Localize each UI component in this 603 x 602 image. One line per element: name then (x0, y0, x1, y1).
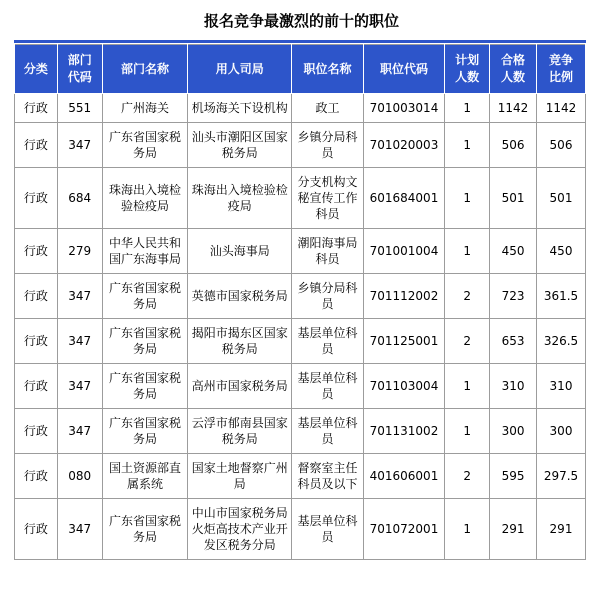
table-cell: 行政 (15, 454, 58, 499)
table-cell: 政工 (292, 94, 363, 123)
table-cell: 1 (445, 409, 490, 454)
table-cell: 450 (490, 229, 537, 274)
table-cell: 701125001 (363, 319, 445, 364)
table-cell: 广东省国家税务局 (102, 123, 188, 168)
table-cell: 1 (445, 229, 490, 274)
table-cell: 347 (57, 409, 102, 454)
column-header: 用人司局 (188, 45, 292, 94)
table-cell: 601684001 (363, 168, 445, 229)
table-cell: 广东省国家税务局 (102, 319, 188, 364)
table-row (15, 319, 586, 364)
table-row (15, 168, 586, 229)
table-cell: 297.5 (537, 454, 586, 499)
table-cell: 2 (445, 319, 490, 364)
table-cell: 英德市国家税务局 (188, 274, 292, 319)
table-cell: 310 (537, 364, 586, 409)
table-cell: 279 (57, 229, 102, 274)
ranking-table (14, 44, 586, 560)
table-cell: 广东省国家税务局 (102, 364, 188, 409)
table-cell: 行政 (15, 94, 58, 123)
table-cell: 501 (537, 168, 586, 229)
table-body (15, 94, 586, 560)
table-cell: 1 (445, 123, 490, 168)
table-cell: 291 (537, 499, 586, 560)
table-row (15, 94, 586, 123)
table-cell: 310 (490, 364, 537, 409)
table-cell: 347 (57, 319, 102, 364)
table-cell: 中华人民共和国广东海事局 (102, 229, 188, 274)
column-header: 部门名称 (102, 45, 188, 94)
table-row (15, 454, 586, 499)
table-cell: 广东省国家税务局 (102, 409, 188, 454)
table-cell: 机场海关下设机构 (188, 94, 292, 123)
table-cell: 广东省国家税务局 (102, 274, 188, 319)
table-cell: 653 (490, 319, 537, 364)
table-container (14, 40, 586, 560)
table-cell: 珠海出入境检验检疫局 (188, 168, 292, 229)
table-cell: 行政 (15, 409, 58, 454)
table-cell: 300 (490, 409, 537, 454)
column-header: 竞争比例 (537, 45, 586, 94)
table-cell: 国家土地督察广州局 (188, 454, 292, 499)
table-cell: 行政 (15, 123, 58, 168)
table-cell: 基层单位科员 (292, 409, 363, 454)
table-cell: 300 (537, 409, 586, 454)
table-cell: 行政 (15, 499, 58, 560)
table-cell: 高州市国家税务局 (188, 364, 292, 409)
table-cell: 347 (57, 123, 102, 168)
table-row (15, 499, 586, 560)
table-cell: 乡镇分局科员 (292, 123, 363, 168)
table-cell: 中山市国家税务局火炬高技术产业开发区税务分局 (188, 499, 292, 560)
table-cell: 701001004 (363, 229, 445, 274)
table-row (15, 409, 586, 454)
table-cell: 684 (57, 168, 102, 229)
column-header: 部门代码 (57, 45, 102, 94)
table-cell: 1 (445, 168, 490, 229)
column-header: 合格人数 (490, 45, 537, 94)
table-cell: 基层单位科员 (292, 364, 363, 409)
table-cell: 723 (490, 274, 537, 319)
table-cell: 347 (57, 274, 102, 319)
column-header: 职位代码 (363, 45, 445, 94)
table-cell: 行政 (15, 364, 58, 409)
table-cell: 701112002 (363, 274, 445, 319)
table-cell: 国土资源部直属系统 (102, 454, 188, 499)
table-cell: 506 (537, 123, 586, 168)
header-row (15, 45, 586, 94)
table-cell: 揭阳市揭东区国家税务局 (188, 319, 292, 364)
table-cell: 行政 (15, 168, 58, 229)
table-cell: 361.5 (537, 274, 586, 319)
table-cell: 行政 (15, 274, 58, 319)
table-cell: 595 (490, 454, 537, 499)
table-cell: 347 (57, 364, 102, 409)
table-cell: 2 (445, 454, 490, 499)
table-cell: 广东省国家税务局 (102, 499, 188, 560)
table-cell: 326.5 (537, 319, 586, 364)
table-cell: 汕头海事局 (188, 229, 292, 274)
table-top-border (14, 40, 586, 43)
table-cell: 701020003 (363, 123, 445, 168)
table-cell: 潮阳海事局科员 (292, 229, 363, 274)
table-cell: 广州海关 (102, 94, 188, 123)
table-cell: 2 (445, 274, 490, 319)
table-row (15, 123, 586, 168)
table-cell: 291 (490, 499, 537, 560)
table-cell: 乡镇分局科员 (292, 274, 363, 319)
table-cell: 401606001 (363, 454, 445, 499)
table-cell: 基层单位科员 (292, 499, 363, 560)
table-cell: 501 (490, 168, 537, 229)
table-cell: 督察室主任科员及以下 (292, 454, 363, 499)
column-header: 计划人数 (445, 45, 490, 94)
table-cell: 701131002 (363, 409, 445, 454)
table-cell: 基层单位科员 (292, 319, 363, 364)
table-cell: 080 (57, 454, 102, 499)
table-row (15, 229, 586, 274)
table-cell: 450 (537, 229, 586, 274)
table-cell: 1 (445, 364, 490, 409)
table-cell: 汕头市潮阳区国家税务局 (188, 123, 292, 168)
table-cell: 1142 (490, 94, 537, 123)
table-cell: 行政 (15, 319, 58, 364)
table-cell: 701072001 (363, 499, 445, 560)
table-cell: 行政 (15, 229, 58, 274)
table-cell: 701103004 (363, 364, 445, 409)
table-cell: 云浮市郁南县国家税务局 (188, 409, 292, 454)
table-row (15, 274, 586, 319)
table-cell: 701003014 (363, 94, 445, 123)
table-header (15, 45, 586, 94)
table-cell: 1 (445, 94, 490, 123)
table-cell: 506 (490, 123, 537, 168)
column-header: 职位名称 (292, 45, 363, 94)
table-cell: 551 (57, 94, 102, 123)
table-cell: 珠海出入境检验检疫局 (102, 168, 188, 229)
page-title: 报名竞争最激烈的前十的职位 (203, 12, 399, 30)
column-header: 分类 (15, 45, 58, 94)
table-cell: 1 (445, 499, 490, 560)
table-cell: 分支机构文秘宣传工作科员 (292, 168, 363, 229)
table-row (15, 364, 586, 409)
table-cell: 347 (57, 499, 102, 560)
table-cell: 1142 (537, 94, 586, 123)
